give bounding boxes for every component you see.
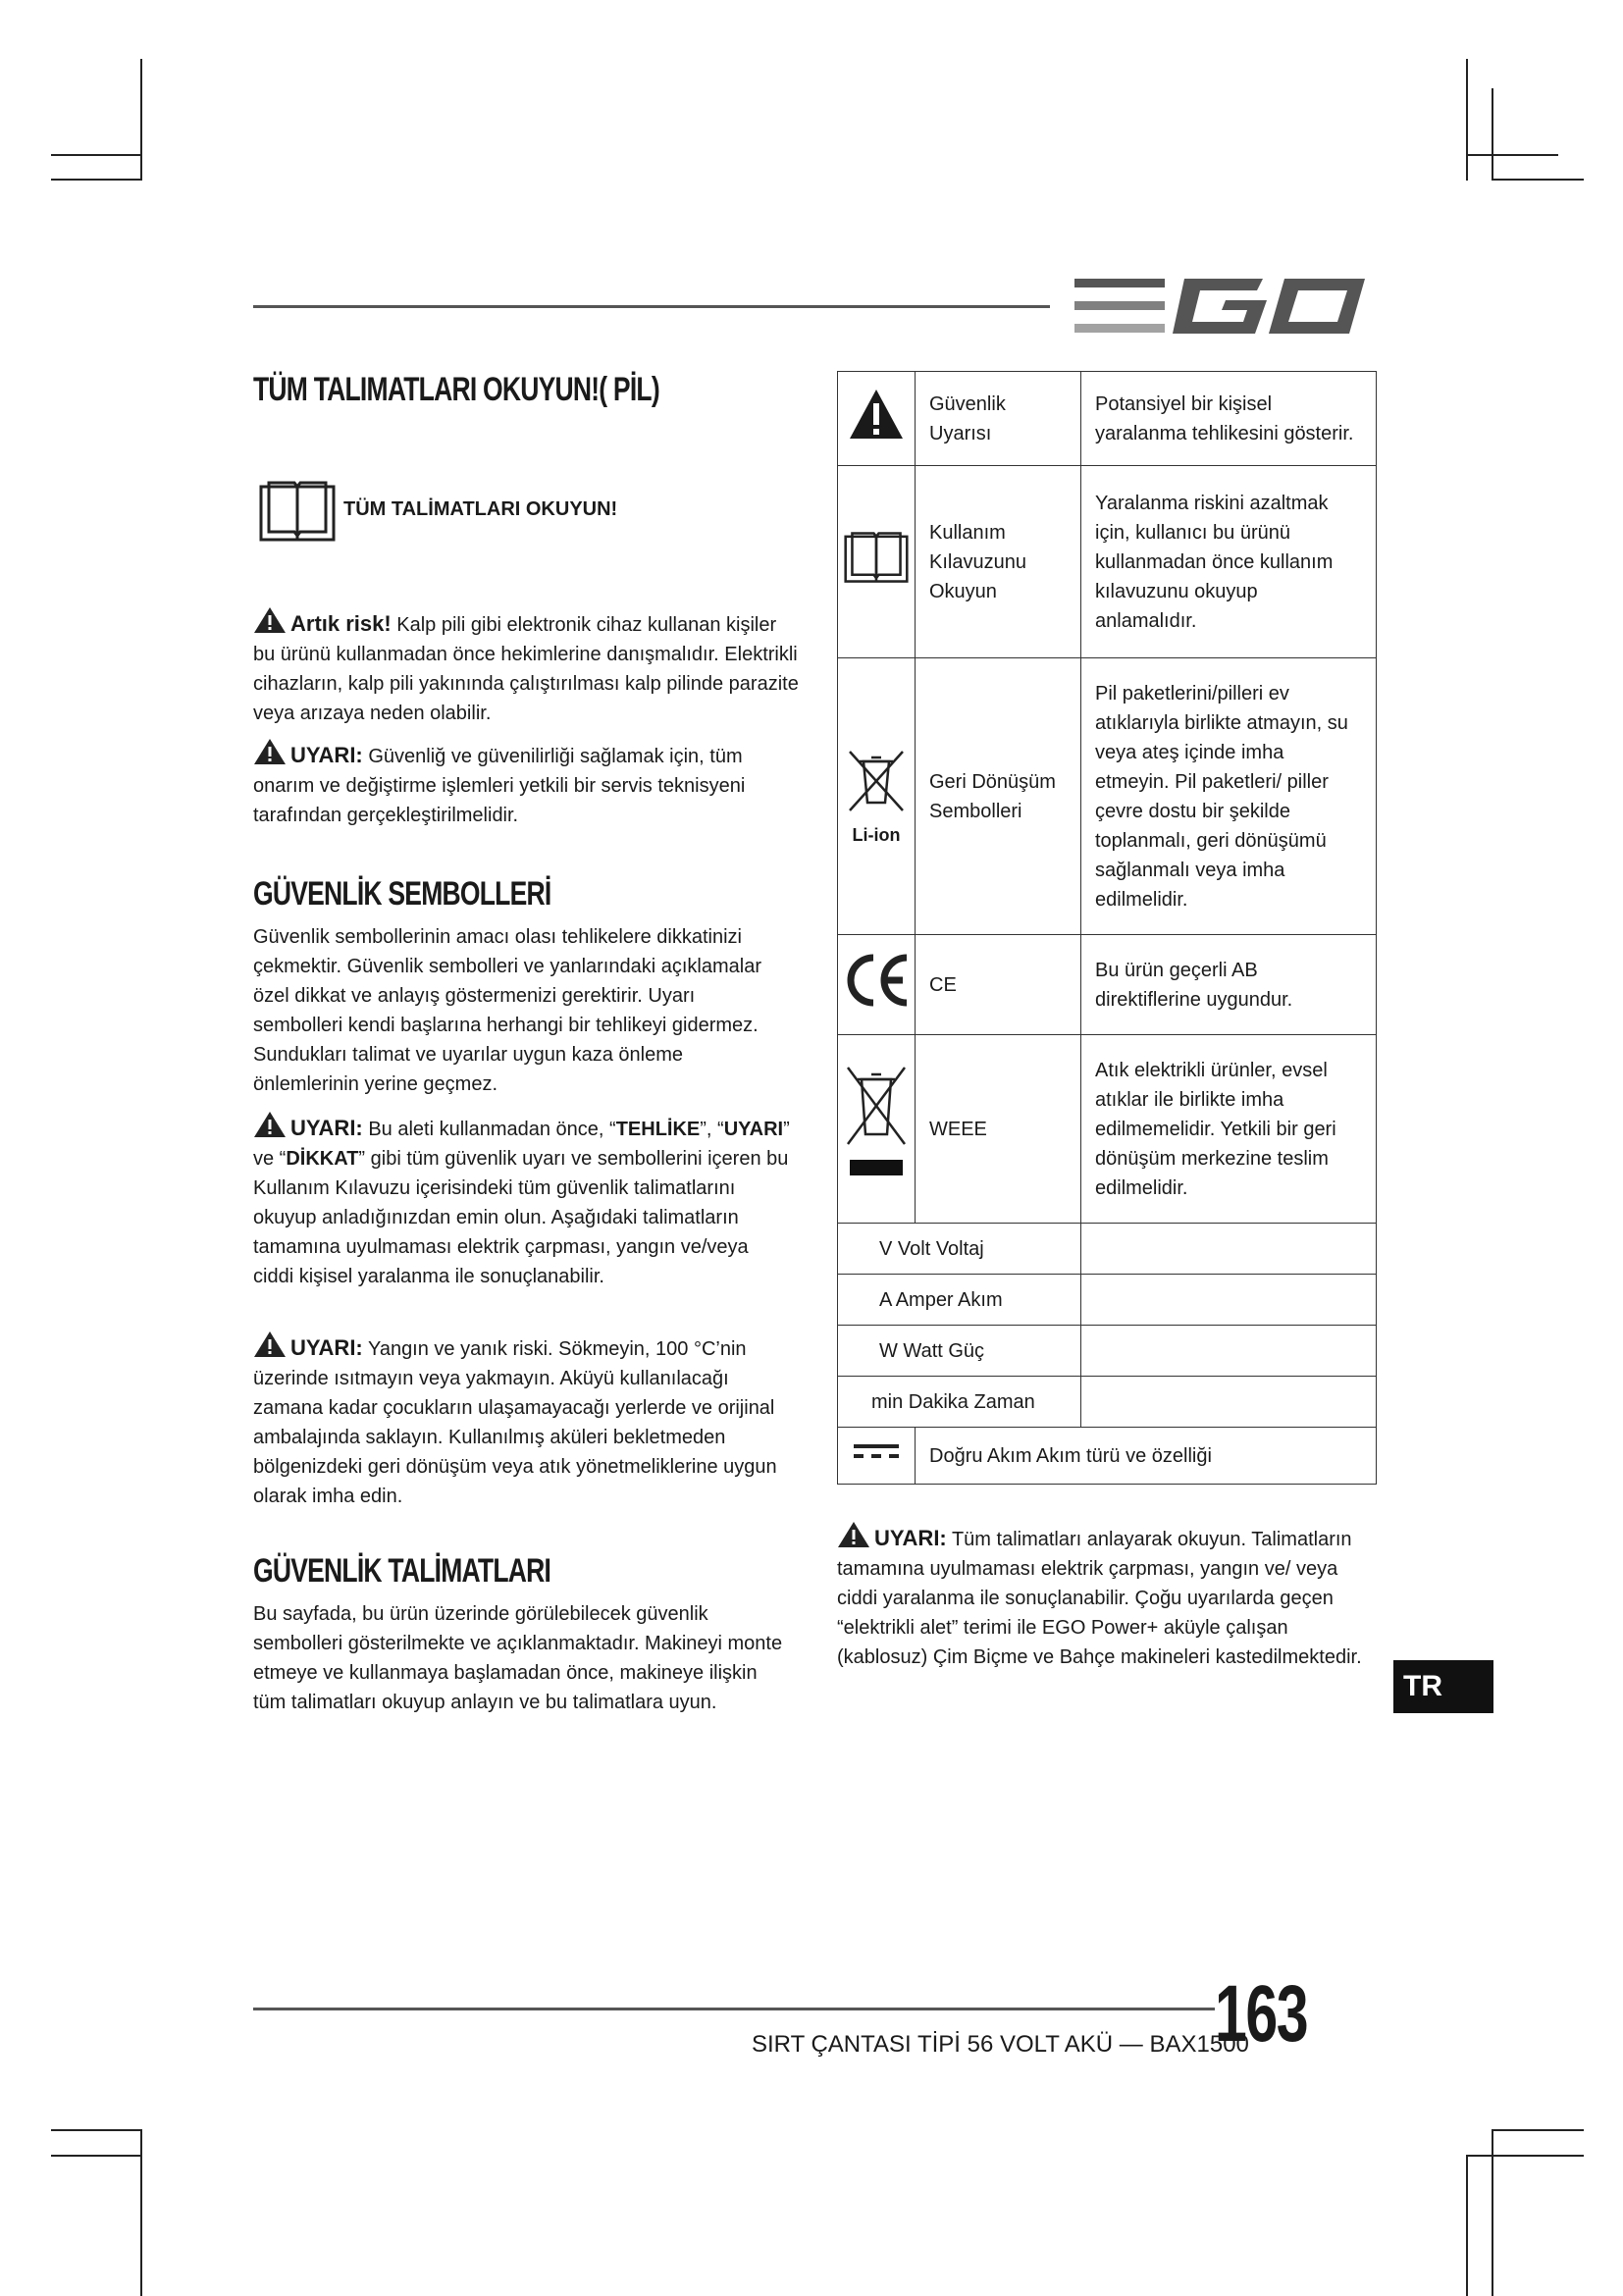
symbols-table [837, 371, 1377, 1485]
warning-read-text-e: ” gibi tüm güvenlik uyarı ve sembollerini içeren bu Kullanım Kılavuzu içerisindeki tüm güvenlik talimatlarını okuyup anladığınızdan emin olun. Aşağıdaki talimatların tamamına uyulmaması elektrik çarpması, yangın ve/veya ciddi kişisel yaralanma ile sonuçlanabilir. [253, 1148, 789, 1287]
crop-mark [140, 59, 142, 181]
footer-product: SIRT ÇANTASI TİPİ 56 VOLT AKÜ — BAX1500 [752, 2031, 1249, 2058]
symbol-name: CE [916, 935, 1081, 1035]
warning-fire-lead: UYARI: [290, 1335, 363, 1360]
warning-general-lead: UYARI: [874, 1526, 947, 1550]
warning-icon [253, 1331, 287, 1358]
warning-icon [253, 1111, 287, 1138]
title-read-all-battery: TÜM TALIMATLARI OKUYUN!( PİL) [253, 371, 659, 408]
warning-icon [253, 738, 287, 765]
crop-mark [1466, 2155, 1468, 2296]
read-all-label: TÜM TALİMATLARI OKUYUN! [343, 498, 618, 520]
crop-mark [1492, 2129, 1584, 2131]
crop-mark [1492, 88, 1493, 181]
table-row [838, 935, 1377, 1035]
warning-read-text-d: ” ve “ [253, 1119, 790, 1170]
table-row [838, 466, 1377, 658]
unit-cell: W Watt Güç [838, 1326, 1081, 1377]
ego-logo [1074, 273, 1369, 338]
li-ion-label: Li-ion [852, 825, 901, 845]
residual-risk-lead: Artık risk! [290, 611, 392, 636]
warning-service-paragraph [253, 738, 783, 830]
manual-book-icon [844, 530, 909, 585]
warning-icon [253, 606, 287, 634]
warning-fire-paragraph [253, 1331, 803, 1511]
symbol-name: Geri Dönüşüm Sembolleri [916, 658, 1081, 935]
li-ion-recycle-icon [844, 748, 909, 816]
safety-symbols-paragraph: Güvenlik sembollerinin amacı olası tehlikelere dikkatinizi çekmektir. Güvenlik sembolleri ve yanlarındaki açıklamalar özel dikkat ve anlayış göstermenizi gerektirir. Uyarı sembolleri kendi başlarına herhangi bir tehlikeyi gidermez. Sundukları talimat ve uyarılar uygun kaza önleme önlemlerinin yerine geçmez. [253, 926, 761, 1095]
unit-cell: min Dakika Zaman [838, 1377, 1081, 1428]
warning-read-text-a: Bu aleti kullanmadan önce, “ [362, 1119, 616, 1140]
dc-current-icon [852, 1440, 901, 1462]
unit-cell: A Amper Akım [838, 1275, 1081, 1326]
crop-mark [1466, 2155, 1584, 2157]
title-safety-instructions: GÜVENLİK TALİMATLARI [253, 1552, 551, 1590]
table-row [838, 658, 1377, 935]
footer-rule [253, 2008, 1215, 2010]
language-badge: TR [1393, 1660, 1493, 1713]
symbol-desc: Pil paketlerini/pilleri ev atıklarıyla birlikte atmayın, su veya ateş içinde imha etmeyin. Pil paketleri/ piller çevre dostu bir şekilde toplanmalı, geri dönüşümü sağlanmalı veya imha edilmelidir. [1081, 658, 1377, 935]
unit-cell: V Volt Voltaj [838, 1224, 1081, 1275]
symbol-desc: Atık elektrikli ürünler, evsel atıklar ile birlikte imha edilmemelidir. Yetkili bir geri dönüşüm merkezine teslim edilmelidir. [1081, 1035, 1377, 1224]
danger-keyword: TEHLİKE [615, 1119, 701, 1140]
crop-mark [1492, 179, 1584, 181]
crop-mark [51, 179, 141, 181]
warning-keyword: UYARI [723, 1119, 784, 1140]
caution-keyword: DİKKAT [286, 1148, 359, 1170]
crop-mark [51, 2155, 141, 2157]
header-rule [253, 305, 1050, 308]
warning-fire-text: Yangın ve yanık riski. Sökmeyin, 100 °C’nin üzerinde ısıtmayın veya yakmayın. Aküyü kullanılacağı zamana kadar çocukların ulaşamayacağı yerlerde ve orijinal ambalajında saklayın. Kullanılmış aküleri bekletmeden bölgenizdeki geri dönüşüm veya atık yönetmeliklerine uygun olarak imha edin. [253, 1338, 777, 1507]
table-row [838, 1326, 1377, 1377]
crop-mark [51, 2129, 141, 2131]
table-row [838, 1224, 1377, 1275]
crop-mark [51, 154, 141, 156]
symbol-name: Kullanım Kılavuzunu Okuyun [916, 466, 1081, 658]
warning-read-text-c: ”, “ [700, 1119, 724, 1140]
symbol-desc: Yaralanma riskini azaltmak için, kullanıcı bu ürünü kullanmadan önce kullanım kılavuzunu okuyup anlamalıdır. [1081, 466, 1377, 658]
crop-mark [1466, 59, 1468, 181]
warning-service-lead: UYARI: [290, 743, 363, 767]
page-number: 163 [1215, 1969, 1308, 2059]
residual-risk-paragraph [253, 606, 803, 728]
table-row [838, 1275, 1377, 1326]
warning-icon [837, 1521, 870, 1548]
title-safety-symbols: GÜVENLİK SEMBOLLERİ [253, 875, 551, 913]
warning-read-manual-paragraph [253, 1111, 793, 1291]
symbol-desc: Bu ürün geçerli AB direktiflerine uygundur. [1081, 935, 1377, 1035]
symbol-name: Güvenlik Uyarısı [916, 372, 1081, 466]
dc-text: Doğru Akım Akım türü ve özelliği [916, 1428, 1377, 1485]
residual-risk-text: Kalp pili gibi elektronik cihaz kullanan kişiler bu ürünü kullanmadan önce hekimlerine danışmalıdır. Elektrikli cihazların, kalp pili yakınında çalıştırılması kalp pilinde parazite veya arızaya neden olabilir. [253, 614, 799, 724]
symbol-name: WEEE [916, 1035, 1081, 1224]
crop-mark [1466, 154, 1558, 156]
warning-general-paragraph [837, 1521, 1382, 1672]
weee-bin-icon [844, 1062, 909, 1187]
table-row [838, 1035, 1377, 1224]
warning-general-text: Tüm talimatları anlayarak okuyun. Talimatların tamamına uyulmaması elektrik çarpması, yangın ve/ veya ciddi yaralanma ile sonuçlanabilir. Çoğu uyarılarda geçen “elektrikli alet” terimi ile EGO Power+ aküyle çalışan (kablosuz) Çim Biçme ve Bahçe makineleri kastedilmektedir. [837, 1529, 1362, 1668]
table-row [838, 1428, 1377, 1485]
warning-read-lead: UYARI: [290, 1116, 363, 1140]
table-row [838, 1377, 1377, 1428]
ce-mark-icon [842, 952, 911, 1009]
manual-book-icon [259, 481, 336, 542]
symbol-desc: Potansiyel bir kişisel yaralanma tehlikesini gösterir. [1081, 372, 1377, 466]
warning-triangle-icon [848, 388, 905, 441]
safety-instructions-paragraph: Bu sayfada, bu ürün üzerinde görülebilecek güvenlik sembolleri gösterilmekte ve açıklanmaktadır. Makineyi monte etmeye ve kullanmaya başlamadan önce, makineye ilişkin tüm talimatları okuyup anlayın ve bu talimatlara uyun. [253, 1603, 783, 1713]
warning-service-text: Güvenliğ ve güvenilirliği sağlamak için, tüm onarım ve değiştirme işlemleri yetkili bir servis teknisyeni tarafından gerçekleştirilmelidir. [253, 746, 746, 826]
table-row [838, 372, 1377, 466]
